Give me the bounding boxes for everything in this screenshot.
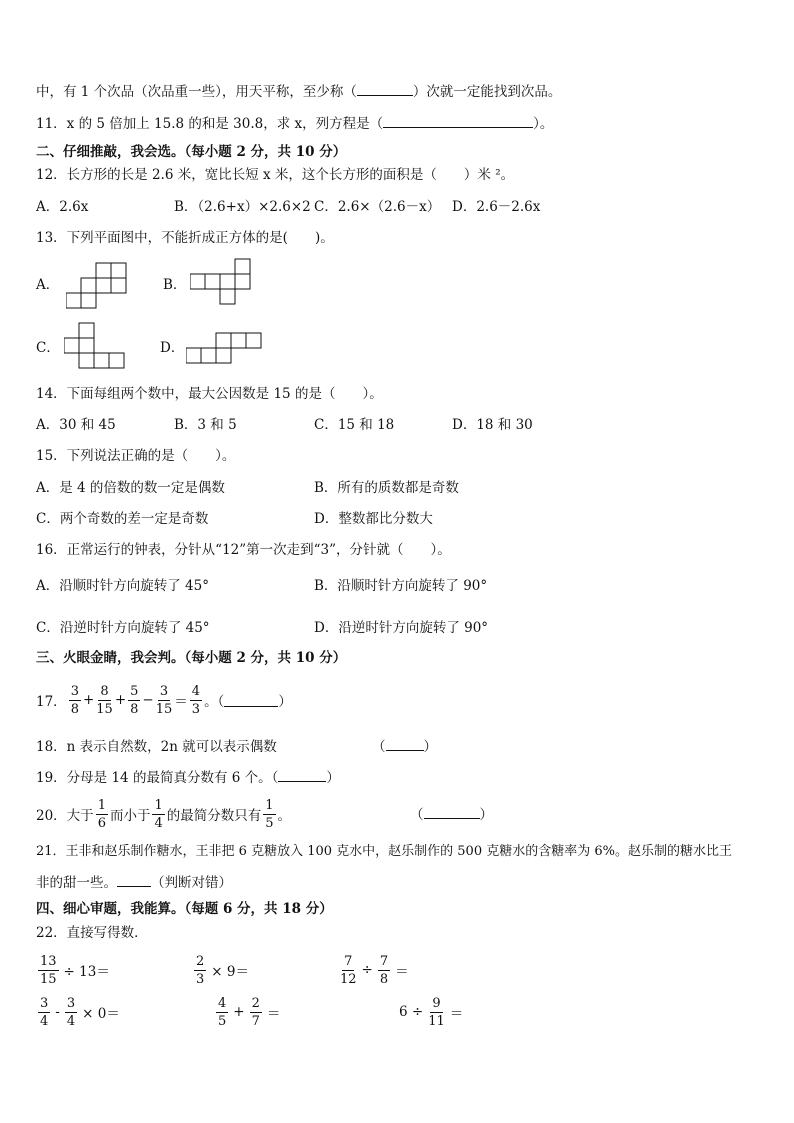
cube-net-c-diagram — [64, 322, 130, 370]
question-22-stem: 22．直接写得数． — [36, 925, 148, 941]
question-21-line-2: 非的甜一些。 （判断对错） — [36, 875, 232, 891]
cube-net-b-diagram — [190, 258, 256, 306]
fraction: $\frac{2}{3}$ — [196, 953, 205, 987]
fraction: $\frac{2}{7}$ — [251, 995, 260, 1029]
q12-option-b[interactable]: B．（2.6+x）×2.6×2 — [174, 199, 311, 215]
fraction: $\frac{7}{8}$ — [379, 953, 389, 987]
question-21-line-1: 21．王非和赵乐制作糖水，王非把 6 克糖放入 100 克水中，赵乐制作的 500 克糖水的含糖率为 6%。赵乐制的糖水比王 — [36, 844, 732, 859]
q15-option-d[interactable]: D．整数都比分数大 — [314, 511, 433, 527]
answer-blank[interactable] — [357, 83, 413, 96]
fraction: $\frac{4}{3}$ — [191, 683, 201, 717]
fraction: $\frac{7}{12}$ — [340, 953, 357, 987]
q12-option-a[interactable]: A．2.6x — [36, 199, 89, 215]
q14-option-d[interactable]: D．18 和 30 — [452, 417, 533, 433]
q14-option-a[interactable]: A．30 和 45 — [36, 417, 116, 433]
calc-5: $\frac{4}{5}$ + $\frac{2}{7}$ ＝ — [218, 995, 281, 1029]
fraction: $\frac{4}{5}$ — [218, 995, 227, 1029]
q13-option-d-label[interactable]: D． — [160, 340, 185, 356]
question-20: 20．大于 $\frac{1}{6}$ 而小于 $\frac{1}{4}$ 的最简分数只有 $\frac{1}{5}$ 。 — [36, 797, 292, 831]
q10-continuation: 中，有 1 个次品（次品重一些），用天平称，至少称（ ）次就一定能找到次品。 — [36, 84, 562, 100]
answer-blank[interactable] — [224, 694, 278, 707]
question-15-stem: 15．下列说法正确的是（ ）。 — [36, 448, 236, 464]
question-14-stem: 14．下面每组两个数中，最大公因数是 15 的是（ ）。 — [36, 386, 383, 402]
fraction: $\frac{13}{15}$ — [40, 953, 57, 987]
section-heading-4: 四、细心审题，我能算。（每题 6 分，共 18 分） — [36, 901, 333, 917]
q13-option-c-label[interactable]: C． — [36, 340, 60, 356]
calc-2: $\frac{2}{3}$ × 9＝ — [196, 953, 249, 987]
question-19: 19．分母是 14 的最简真分数有 6 个。（ ） — [36, 770, 340, 786]
answer-blank[interactable] — [117, 874, 151, 887]
fraction: $\frac{3}{15}$ — [155, 683, 173, 717]
answer-blank[interactable] — [278, 769, 326, 782]
question-18: 18．n 表示自然数，2n 就可以表示偶数 — [36, 739, 277, 755]
q13-option-a-label[interactable]: A． — [36, 277, 60, 293]
fraction: $\frac{1}{4}$ — [154, 797, 163, 831]
q15-option-a[interactable]: A．是 4 的倍数的数一定是偶数 — [36, 480, 225, 496]
q15-option-c[interactable]: C．两个奇数的差一定是奇数 — [36, 511, 209, 527]
cube-net-a-diagram — [66, 262, 132, 310]
calc-6: 6 ÷ $\frac{9}{11}$ ＝ — [399, 995, 464, 1029]
q12-option-d[interactable]: D．2.6－2.6x — [452, 199, 541, 215]
q14-option-c[interactable]: C．15 和 18 — [314, 417, 395, 433]
fraction: $\frac{3}{4}$ — [40, 995, 49, 1029]
answer-blank[interactable] — [383, 115, 533, 128]
q18-answer-bracket: （ ） — [372, 739, 437, 755]
q16-option-a[interactable]: A．沿顺时针方向旋转了 45° — [36, 578, 209, 594]
answer-blank[interactable] — [386, 738, 424, 751]
calc-3: $\frac{7}{12}$ ÷ $\frac{7}{8}$ ＝ — [340, 953, 409, 987]
answer-blank[interactable] — [424, 806, 480, 819]
q16-option-d[interactable]: D．沿逆时针方向旋转了 90° — [314, 620, 489, 636]
calc-1: $\frac{13}{15}$ ÷ 13＝ — [40, 953, 110, 987]
section-heading-2: 二、仔细推敲，我会选。（每小题 2 分，共 10 分） — [36, 144, 347, 160]
question-17: 17． $\frac{3}{8}$ + $\frac{8}{15}$ + $\frac{5}{8}$ − $\frac{3}{15}$ ＝ $\frac{4}{3}$ 。（ ） — [36, 683, 292, 717]
fraction: $\frac{1}{5}$ — [265, 797, 274, 831]
question-13-stem: 13．下列平面图中，不能折成正方体的是( )。 — [36, 230, 334, 246]
q14-option-b[interactable]: B．3 和 5 — [174, 417, 237, 433]
question-16-stem: 16．正常运行的钟表，分针从“12”第一次走到“3”，分针就（ ）。 — [36, 542, 451, 558]
section-heading-3: 三、火眼金睛，我会判。（每小题 2 分，共 10 分） — [36, 650, 347, 666]
q15-option-b[interactable]: B．所有的质数都是奇数 — [314, 480, 459, 496]
fraction: $\frac{9}{11}$ — [428, 995, 445, 1029]
question-11: 11．x 的 5 倍加上 15.8 的和是 30.8，求 x，列方程是（ ）。 — [36, 116, 554, 132]
question-12-stem: 12．长方形的长是 2.6 米，宽比长短 x 米，这个长方形的面积是（ ）米 ²。 — [36, 167, 515, 183]
fraction: $\frac{5}{8}$ — [130, 683, 139, 717]
q16-option-c[interactable]: C．沿逆时针方向旋转了 45° — [36, 620, 210, 636]
calc-4: $\frac{3}{4}$ - $\frac{3}{4}$ × 0＝ — [40, 995, 120, 1029]
fraction: $\frac{8}{15}$ — [96, 683, 113, 717]
q20-answer-bracket: （ ） — [410, 807, 493, 823]
fraction: $\frac{3}{4}$ — [66, 995, 76, 1029]
q13-option-b-label[interactable]: B． — [163, 277, 187, 293]
q12-option-c[interactable]: C．2.6×（2.6－x） — [314, 199, 441, 215]
q16-option-b[interactable]: B．沿顺时针方向旋转了 90° — [314, 578, 488, 594]
fraction: $\frac{3}{8}$ — [70, 683, 79, 717]
cube-net-d-diagram — [186, 332, 266, 368]
fraction: $\frac{1}{6}$ — [97, 797, 106, 831]
